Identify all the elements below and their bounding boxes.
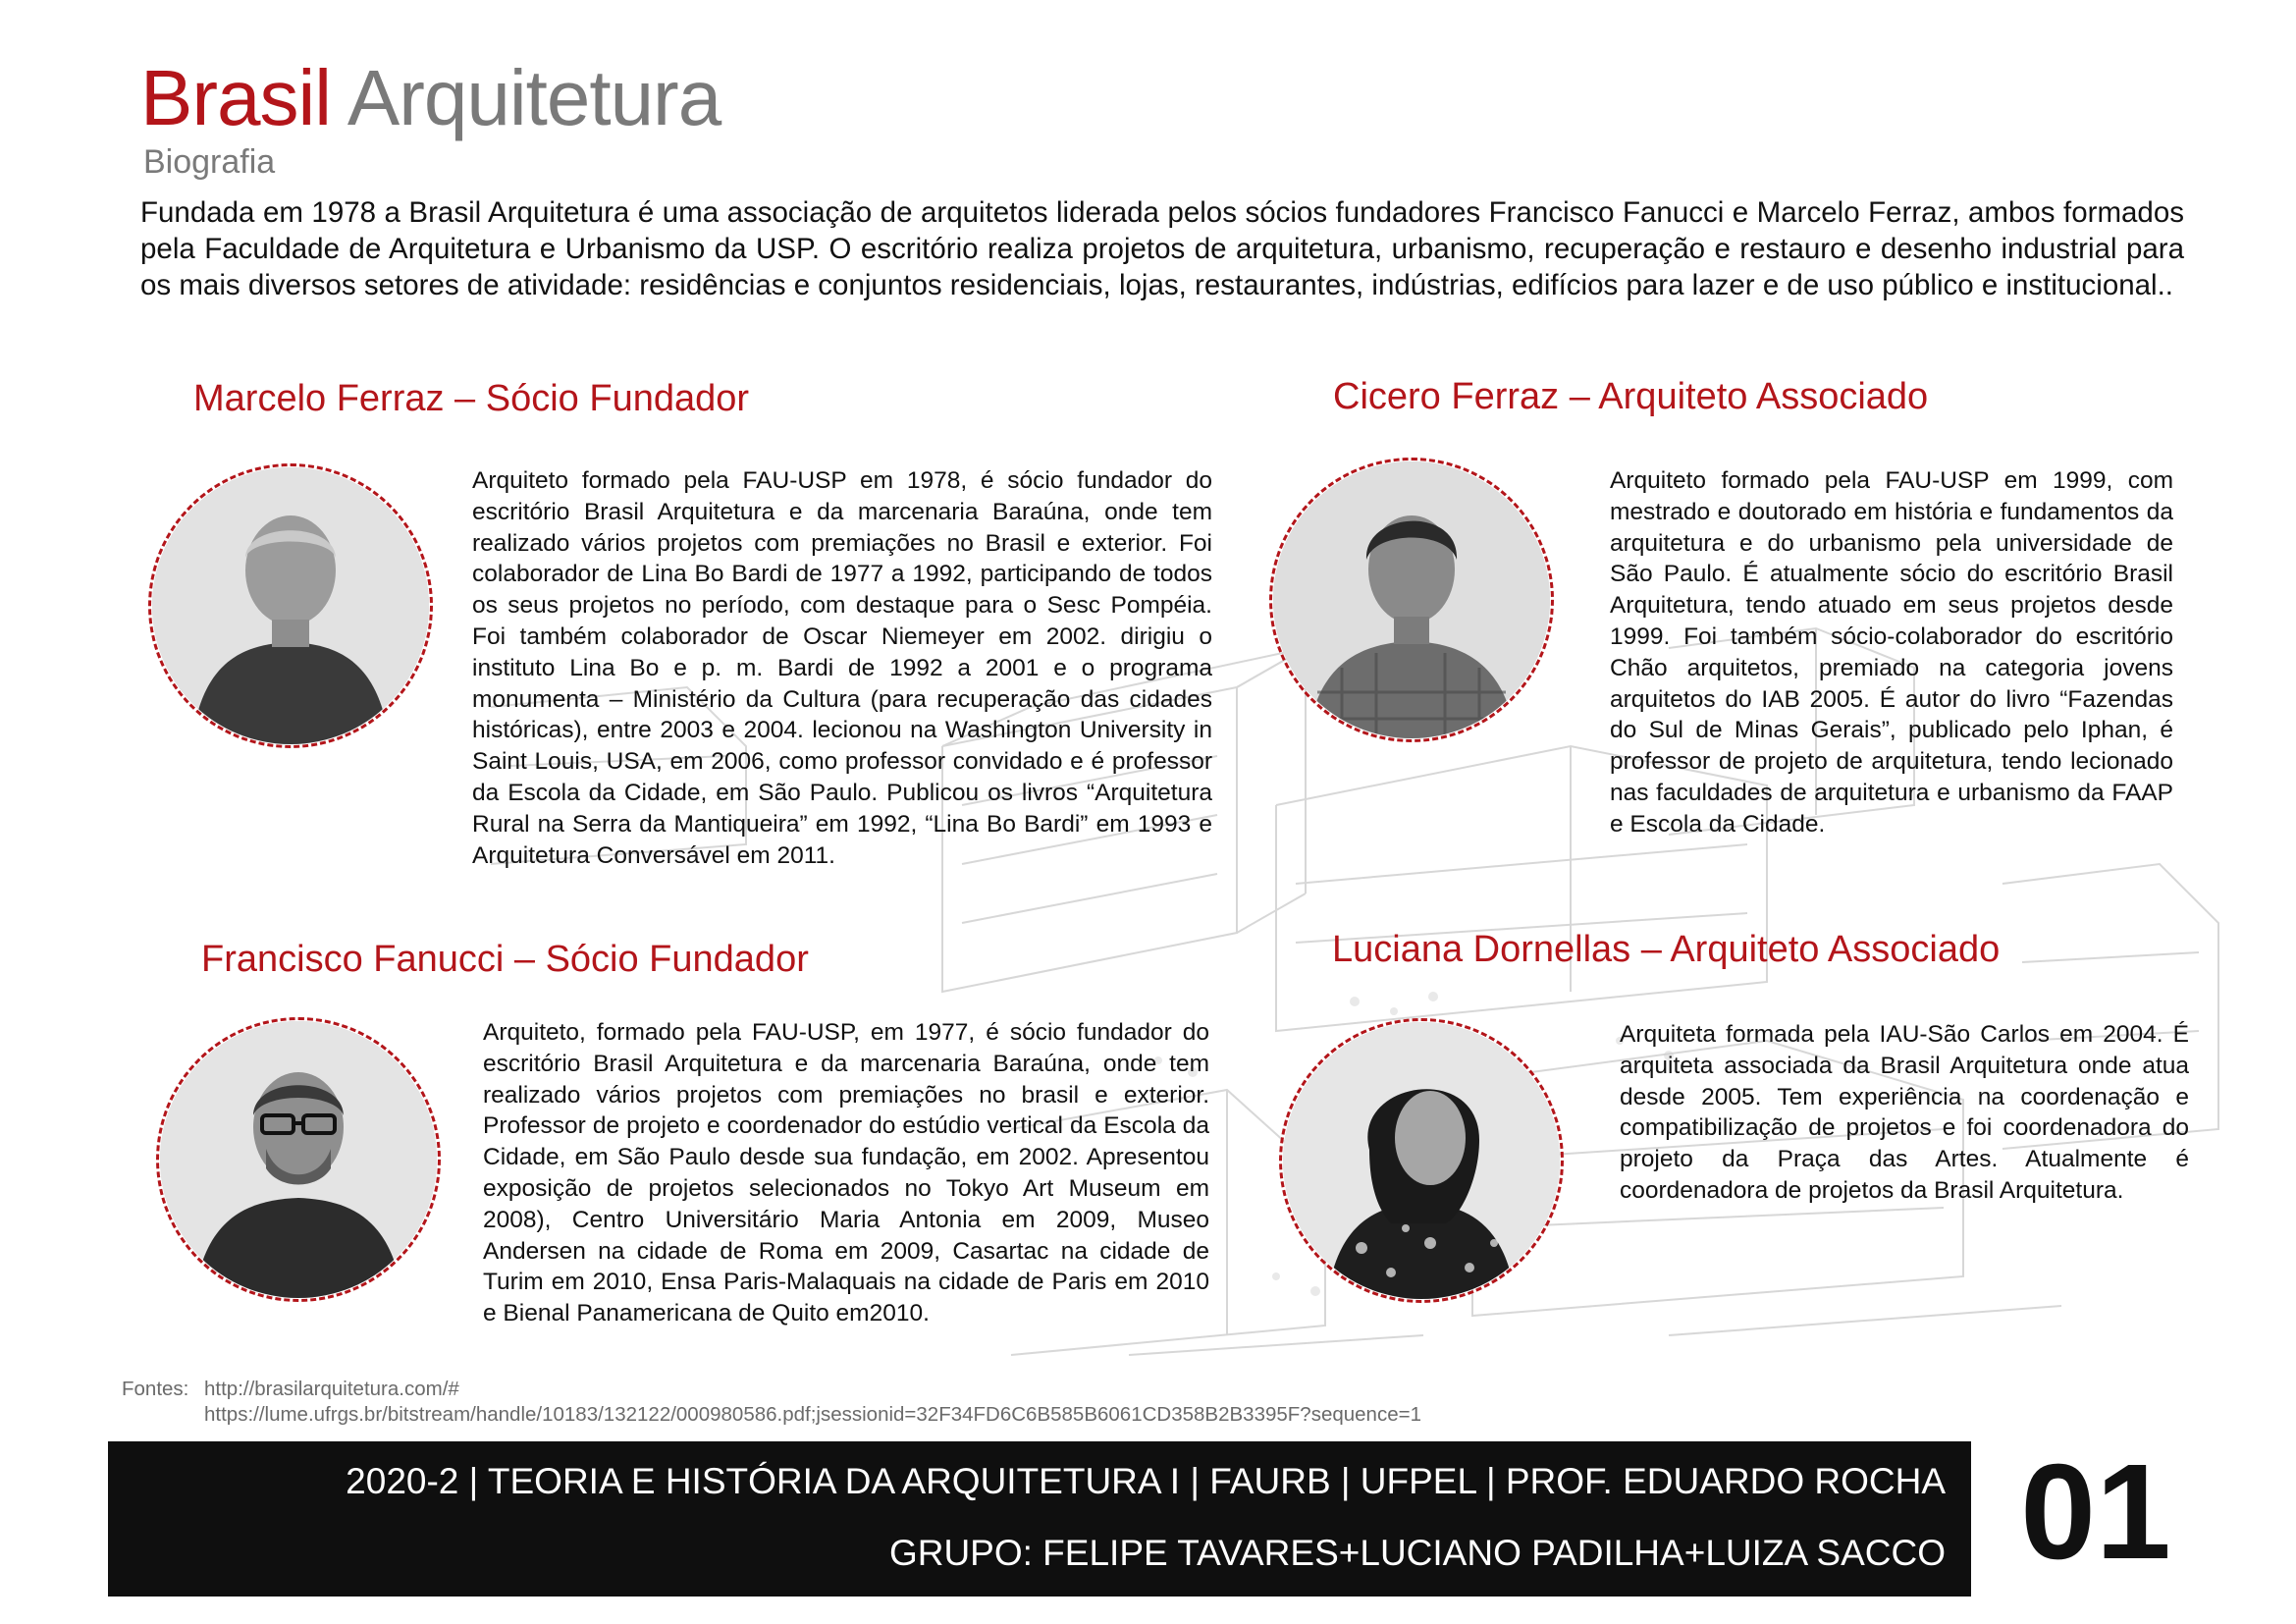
bio-marcelo-ferraz: Arquiteto formado pela FAU-USP em 1978, é sócio fundador do escritório Brasil Arquitetura e da marcenaria Baraúna, onde tem realizado vários projetos com premiações no Brasil e exterior. Foi colaborador de Lina Bo Bardi de 1977 a 1992, participando de todos os seus projetos no período, com destaque para o Sesc Pompéia. Foi também colaborador de Oscar Niemeyer em 2002. dirigiu o instituto Lina Bo e p. m. Bardi de 1992 a 2001 e o programa monumenta – Ministério da Cultura (para recuperação das cidades históricas), entre 2003 e 2004. lecionou na Washington University in Saint Louis, USA, em 2006, como professor convidado e é professor da Escola da Cidade, em São Paulo. Publicou os livros “Arquitetura Rural na Serra da Mantiqueira” em 1992, “Lina Bo Bardi” em 1993 e Arquitetura Conversável em 2011. <box>472 467 1212 869</box>
page-title <box>140 51 721 145</box>
title-brasil: Brasil <box>140 54 332 141</box>
portrait-marcelo-ferraz <box>152 467 429 744</box>
portrait-cicero-ferraz <box>1273 461 1550 738</box>
page-subtitle: Biografia <box>143 143 276 181</box>
footer-course-line: 2020-2 | TEORIA E HISTÓRIA DA ARQUITETURA I | FAURB | UFPEL | PROF. EDUARDO ROCHA <box>346 1461 1946 1501</box>
sources-block <box>122 1377 1421 1428</box>
title-arquitetura: Arquitetura <box>347 54 721 141</box>
portrait-francisco-fanucci <box>160 1021 437 1298</box>
bio-luciana-dornellas: Arquiteta formada pela IAU-São Carlos em 2004. É arquiteta associada da Brasil Arquitetura onde atua desde 2005. Tem experiência na coordenação e compatibilização de projetos e foi coordenadora do projeto da Praça das Artes. Atualmente é coordenadora de projetos da Brasil Arquitetura. <box>1620 1021 2189 1204</box>
sources-label: Fontes: <box>122 1378 189 1400</box>
footer-group-line: GRUPO: FELIPE TAVARES+LUCIANO PADILHA+LUIZA SACCO <box>888 1533 1946 1573</box>
portrait-luciana-dornellas <box>1283 1022 1560 1299</box>
source-link-2[interactable]: https://lume.ufrgs.br/bitstream/handle/10183/132122/000980586.pdf;jsessionid=32F34FD6C6B585B6061CD358B2B3395F?sequence=1 <box>204 1403 1421 1426</box>
section-title-cicero-ferraz: Cicero Ferraz – Arquiteto Associado <box>1333 376 1929 417</box>
source-link-1[interactable]: http://brasilarquitetura.com/# <box>204 1378 459 1400</box>
section-title-francisco-fanucci: Francisco Fanucci – Sócio Fundador <box>201 939 809 980</box>
footer-bar <box>108 1441 1971 1597</box>
intro-paragraph: Fundada em 1978 a Brasil Arquitetura é uma associação de arquitetos liderada pelos sócios fundadores Francisco Fanucci e Marcelo Ferraz, ambos formados pela Faculdade de Arquitetura e Urbanismo da USP. O escritório realiza projetos de arquitetura, urbanismo, recuperação e restauro e desenho industrial para os mais diversos setores de atividade: residências e conjuntos residenciais, lojas, restaurantes, indústrias, edifícios para lazer e de uso público e institucional.. <box>140 196 2184 301</box>
section-title-luciana-dornellas: Luciana Dornellas – Arquiteto Associado <box>1332 929 2001 970</box>
bio-cicero-ferraz: Arquiteto formado pela FAU-USP em 1999, com mestrado e doutorado em história e fundamentos da arquitetura e do urbanismo pela universidade de São Paulo. É atualmente sócio do escritório Brasil Arquitetura, tendo atuado em seus projetos desde 1999. Foi também sócio-colaborador do escritório Chão arquitetos, premiado na categoria jovens arquitetos do IAB 2005. É autor do livro “Fazendas do Sul de Minas Gerais”, publicado pelo Iphan, é professor de projeto de arquitetura, tendo lecionado nas faculdades de arquitetura e urbanismo da FAAP e Escola da Cidade. <box>1610 467 2173 838</box>
section-title-marcelo-ferraz: Marcelo Ferraz – Sócio Fundador <box>193 378 750 419</box>
bio-francisco-fanucci: Arquiteto, formado pela FAU-USP, em 1977, é sócio fundador do escritório Brasil Arquitetura e da marcenaria Baraúna, onde tem realizado vários projetos com premiações no brasil e exterior. Professor de projeto e coordenador do estúdio vertical da Escola da Cidade, em São Paulo desde sua fundação, em 2002. Apresentou exposição de projetos selecionados no Tokyo Art Museum em 2008), Centro Universitário Maria Antonia em 2009, Museo Andersen na cidade de Roma em 2009, Casartac na cidade de Turim em 2010, Ensa Paris-Malaquais na cidade de Paris em 2010 e Bienal Panamericana de Quito em2010. <box>483 1019 1209 1327</box>
page-number: 01 <box>2020 1436 2171 1588</box>
